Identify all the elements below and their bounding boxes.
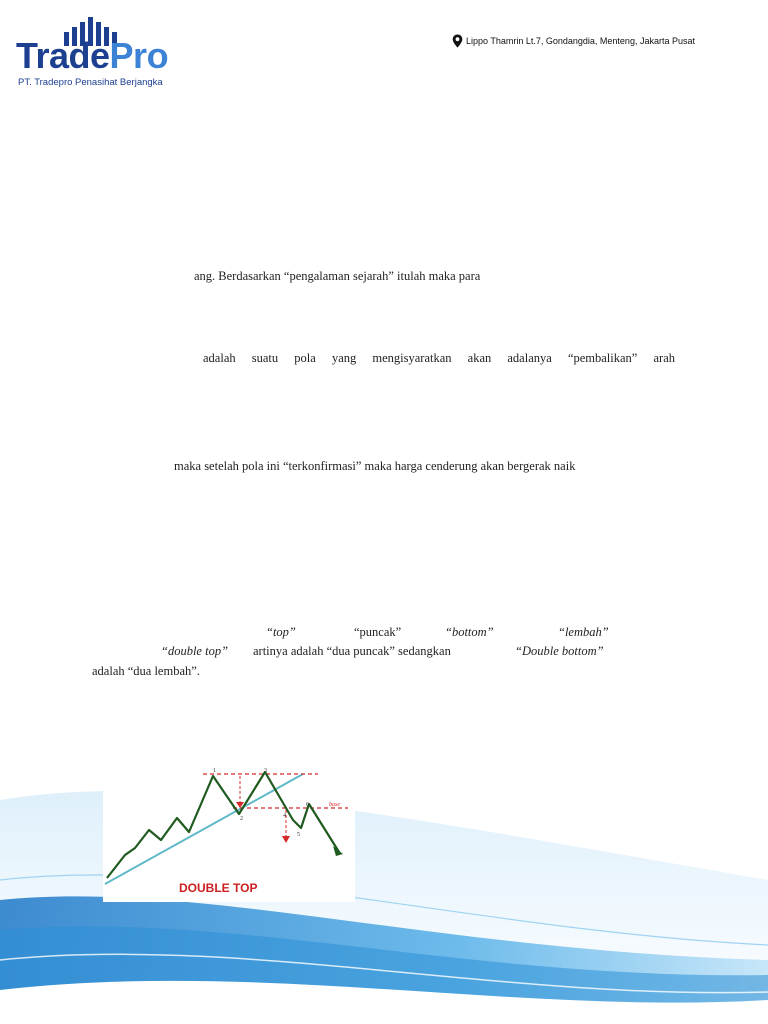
term-bottom: “bottom” (445, 625, 494, 639)
point-label-1: 1 (213, 768, 216, 774)
address-text: Lippo Thamrin Lt.7, Gondangdia, Menteng, Jakarta Pusat (466, 36, 695, 46)
paragraph-line-2: adalah suatu pola yang mengisyaratkan akan adalanya “pembalikan” arah (203, 351, 675, 365)
brand-name-part2: Pro (109, 35, 169, 76)
paragraph-line-5-text: artinya adalah “dua puncak” sedangkan (253, 644, 451, 658)
point-label-2: 2 (240, 816, 243, 822)
term-lembah: “lembah” (558, 625, 609, 639)
company-logo (14, 16, 194, 86)
double-top-pattern-figure (103, 760, 355, 902)
point-label-5: 5 (297, 832, 300, 838)
point-label-4: 4 (283, 813, 286, 819)
point-label-6: 6 (306, 802, 309, 808)
term-double-bottom: “Double bottom” (515, 644, 604, 658)
paragraph-line-3: maka setelah pola ini “terkonfirmasi” maka harga cenderung akan bergerak naik (174, 459, 576, 473)
brand-name (16, 35, 169, 76)
term-double-top: “double top” (161, 644, 229, 658)
company-tagline: PT. Tradepro Penasihat Berjangka (18, 77, 163, 88)
location-pin-icon (452, 34, 463, 48)
brand-name-part1: Trade (16, 35, 110, 76)
base-label: base (329, 802, 340, 808)
figure-caption: DOUBLE TOP (179, 881, 258, 895)
point-label-3: 3 (264, 768, 267, 774)
term-puncak: “puncak” (354, 625, 402, 639)
paragraph-line-6: adalah “dua lembah”. (92, 664, 200, 678)
address (452, 34, 695, 48)
term-top: “top” (266, 625, 296, 639)
paragraph-line-1: ang. Berdasarkan “pengalaman sejarah” itulah maka para (194, 269, 481, 283)
